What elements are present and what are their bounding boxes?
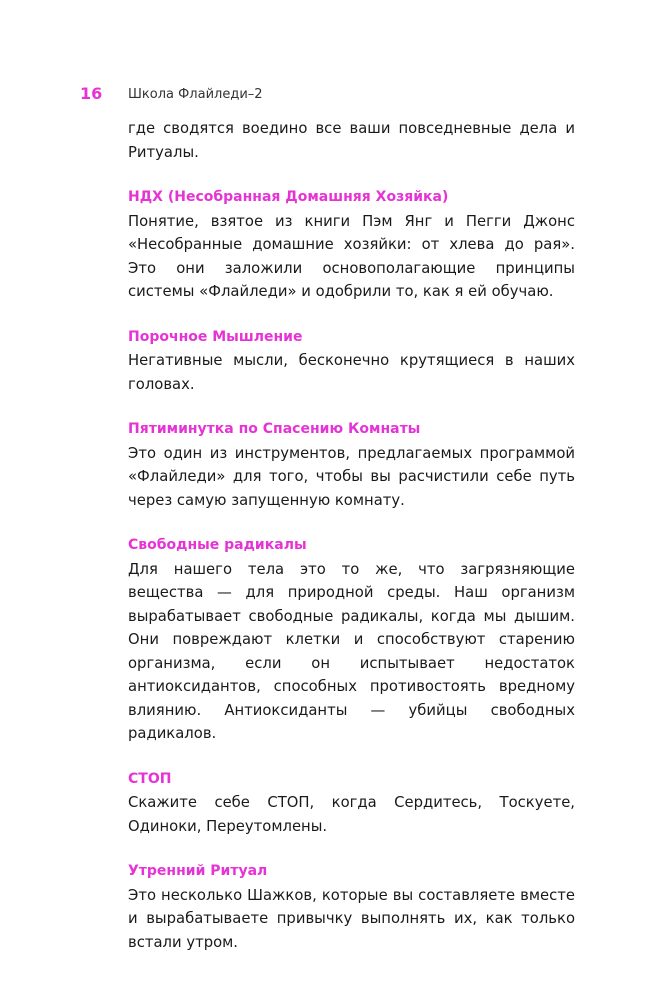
glossary-term: СТОП [128, 770, 172, 787]
glossary-term: Пятиминутка по Спасению Комнаты [128, 421, 421, 437]
running-title: Школа Флайледи–2 [128, 87, 263, 102]
glossary-term: НДХ (Несобранная Домашняя Хозяйка) [128, 189, 449, 205]
glossary-entry [128, 186, 575, 304]
intro-paragraph: где сводятся воедино все ваши повседневные дела и Ритуалы. [128, 120, 575, 161]
glossary-entry [128, 418, 575, 512]
page-number: 16 [80, 84, 103, 103]
glossary-definition: Понятие, взятое из книги Пэм Янг и Пегги Джонс «Несобранные домашние хозяйки: от хлева до рая». Это они заложили основополагающие принципы системы «Флайледи» и одобрили то, как я ей обучаю. [128, 212, 575, 300]
glossary-definition: Скажите себе СТОП, когда Сердитесь, Тоскуете, Одиноки, Переутомлены. [128, 794, 575, 835]
glossary-term: Порочное Мышление [128, 328, 303, 345]
glossary-entry [128, 534, 575, 746]
page-body [128, 117, 575, 954]
glossary-definition: Для нашего тела это то же, что загрязняющие вещества — для природной среды. Наш организм вырабатывает свободные радикалы, когда мы дышим. Они повреждают клетки и способствуют старению организма, если он испытывает недостаток антиоксидантов, способных противостоять вредному влиянию. Антиоксиданты — убийцы свободных радикалов. [128, 560, 575, 742]
glossary-definition: Это несколько Шажков, которые вы составляете вместе и вырабатываете привычку выполнять их, как только встали утром. [128, 886, 575, 951]
glossary-definition: Это один из инструментов, предлагаемых программой «Флайледи» для того, чтобы вы расчистили себе путь через самую запущенную комнату. [128, 444, 575, 509]
glossary-definition: Негативные мысли, бесконечно крутящиеся в наших головах. [128, 352, 575, 393]
glossary-entry [128, 768, 575, 839]
glossary-term: Свободные радикалы [128, 537, 307, 553]
glossary-entry [128, 326, 575, 397]
glossary-entry [128, 860, 575, 954]
glossary-term: Утренний Ритуал [128, 863, 268, 879]
